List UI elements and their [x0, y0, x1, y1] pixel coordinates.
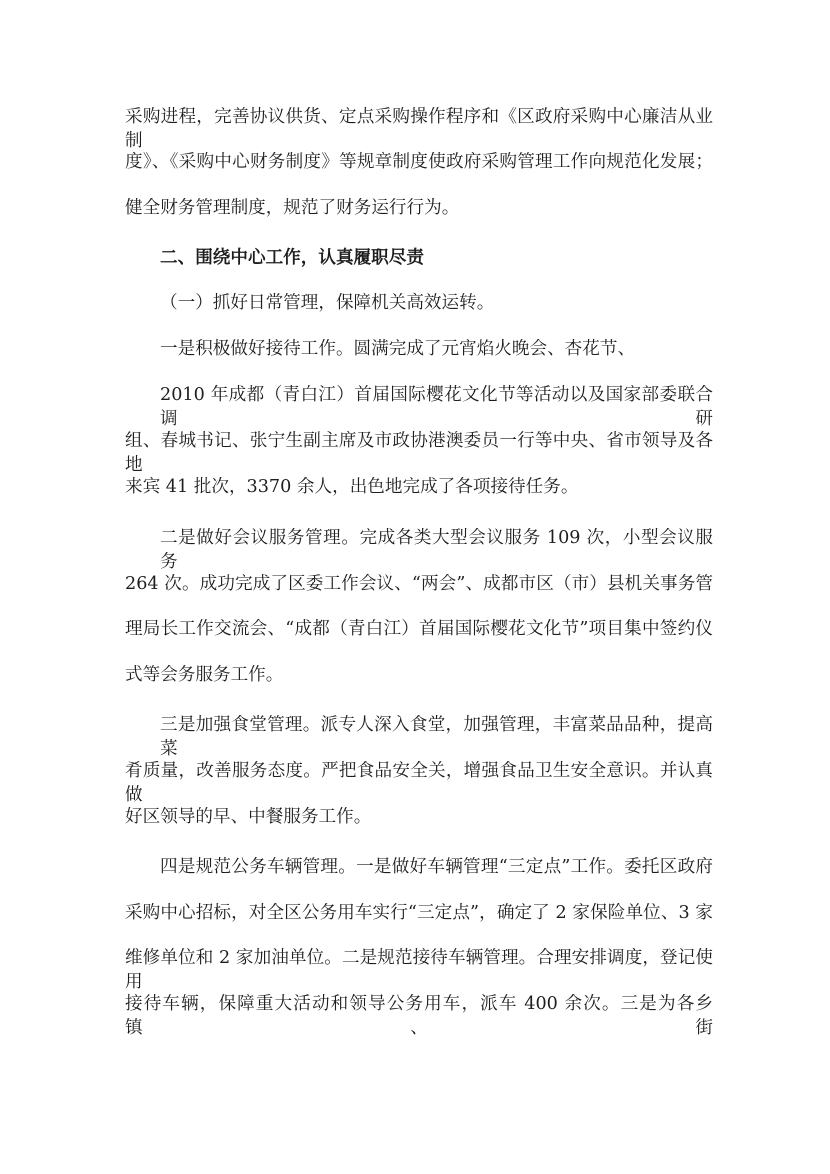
text-line: 组、春城书记、张宁生副主席及市政协港澳委员一行等中央、省市领导及各地 — [125, 431, 713, 475]
text-line: 式等会务服务工作。 — [125, 665, 284, 685]
text-line: 2010 年成都（青白江）首届国际樱花文化节等活动以及国家部委联合调研 — [160, 385, 713, 429]
text-line: 四是规范公务车辆管理。一是做好车辆管理“三定点”工作。委托区政府 — [160, 857, 713, 877]
text-line: 来宾 41 批次，3370 余人，出色地完成了各项接待任务。 — [125, 477, 579, 497]
text-line: 理局长工作交流会、“成都（青白江）首届国际樱花文化节”项目集中签约仪 — [125, 619, 713, 639]
text-line: 维修单位和 2 家加油单位。二是规范接待车辆管理。合理安排调度，登记使用 — [125, 948, 713, 992]
text-line: 二是做好会议服务管理。完成各类大型会议服务 109 次，小型会议服务 — [160, 528, 713, 572]
text-line: 接待车辆，保障重大活动和领导公务用车，派车 400 余次。三是为各乡镇、街 — [125, 994, 713, 1038]
text-line: 健全财务管理制度，规范了财务运行行为。 — [125, 198, 460, 218]
text-line: 好区领导的早、中餐服务工作。 — [125, 807, 372, 827]
text-line: 三是加强食堂管理。派专人深入食堂，加强管理，丰富菜品品种，提高菜 — [160, 715, 713, 759]
text-line: 一是积极做好接待工作。圆满完成了元宵焰火晚会、杏花节、 — [160, 339, 636, 359]
text-line: 采购进程，完善协议供货、定点采购操作程序和《区政府采购中心廉洁从业制 — [125, 107, 713, 151]
section-heading: 二、围绕中心工作，认真履职尽责 — [160, 247, 424, 268]
text-line: 采购中心招标，对全区公务用车实行“三定点”，确定了 2 家保险单位、3 家 — [125, 903, 713, 923]
text-line: 264 次。成功完成了区委工作会议、“两会”、成都市区（市）县机关事务管 — [125, 574, 713, 594]
text-line: 度》、《采购中心财务制度》等规章制度使政府采购管理工作向规范化发展； — [125, 152, 713, 172]
text-line: 肴质量，改善服务态度。严把食品安全关，增强食品卫生安全意识。并认真做 — [125, 761, 713, 805]
text-line: （一）抓好日常管理，保障机关高效运转。 — [160, 293, 495, 313]
